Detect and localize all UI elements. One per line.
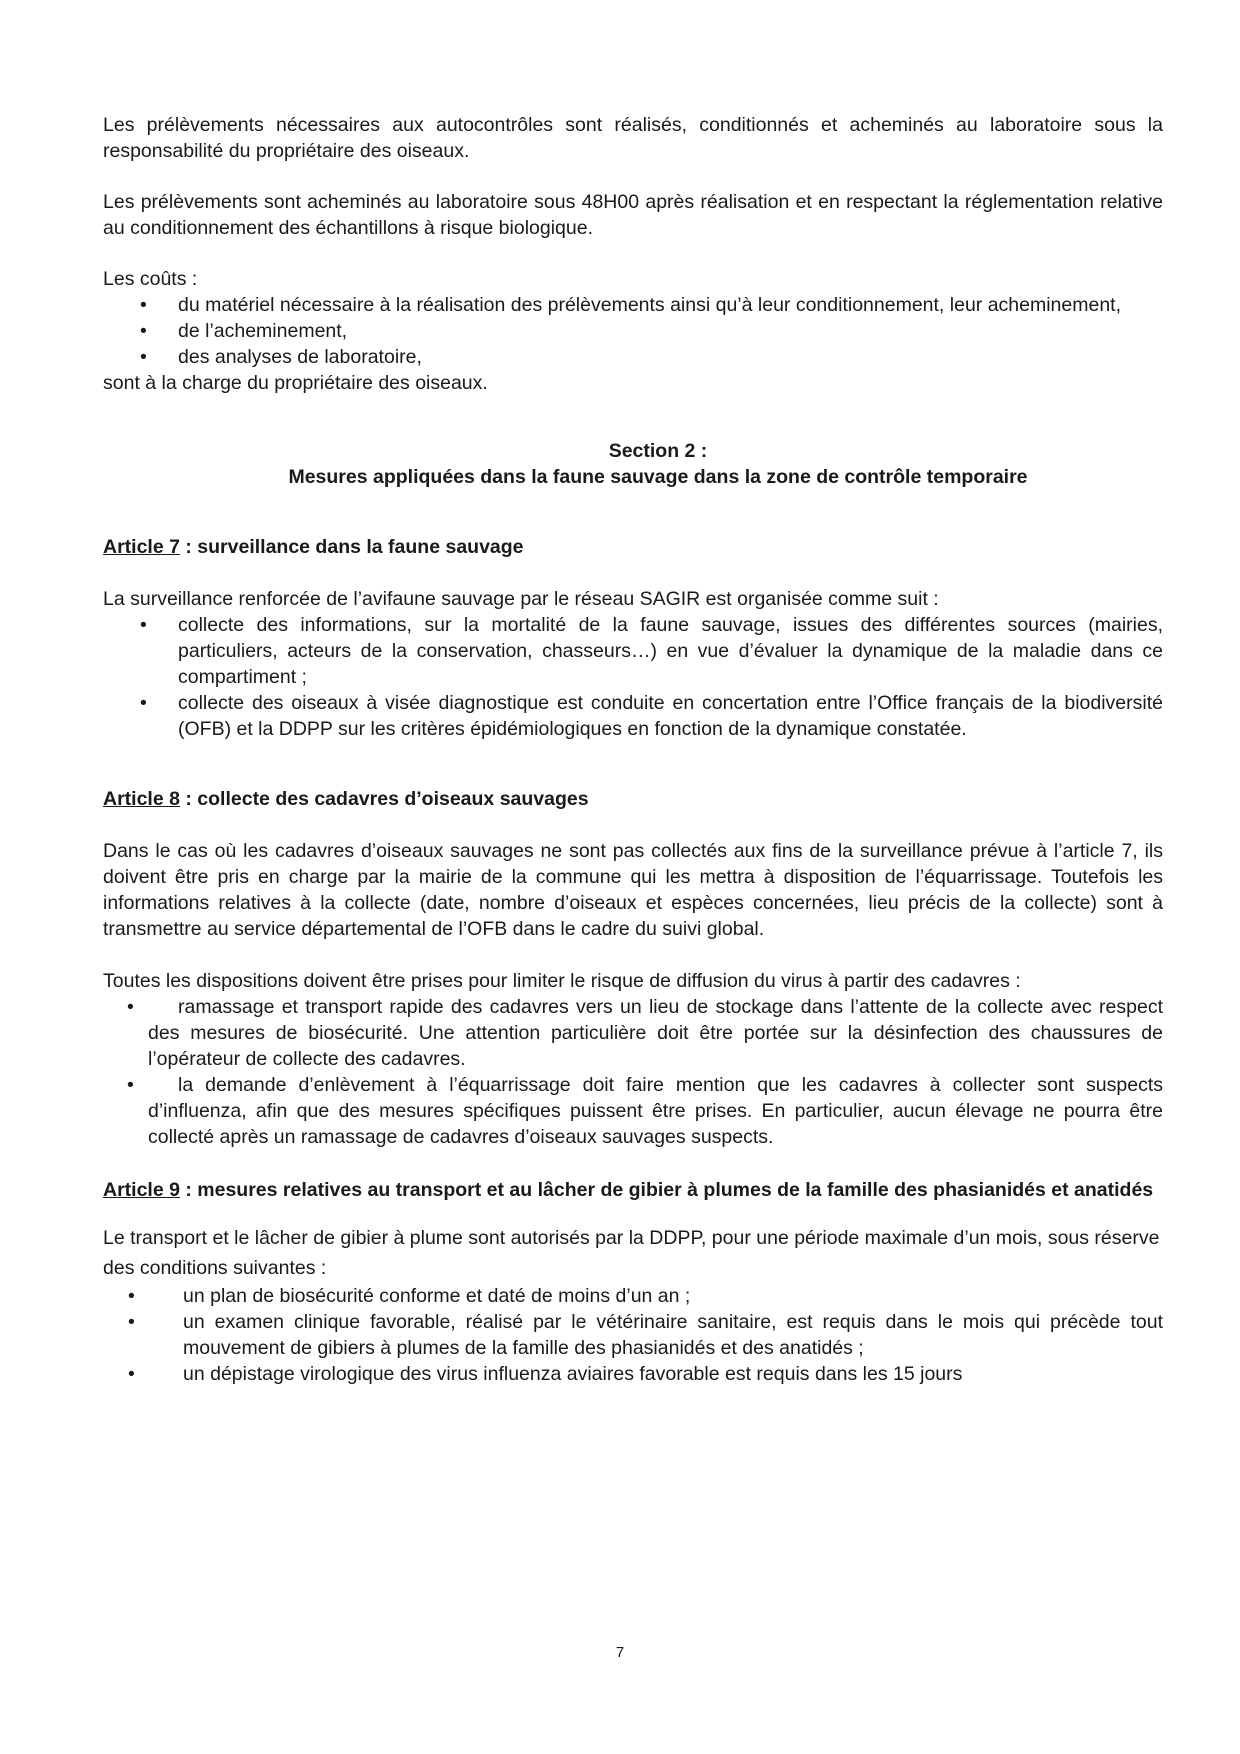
section-number: Section 2 : [608, 440, 708, 462]
article-7-list [103, 612, 1163, 742]
article-9-intro: Le transport et le lâcher de gibier à plume sont autorisés par la DDPP, pour une période maximale d’un mois, sous réserve des conditions suivantes : [103, 1227, 1160, 1279]
article-7-ref: Article 7 [103, 536, 180, 558]
list-item: • ramassage et transport rapide des cadavres vers un lieu de stockage dans l’attente de la collecte avec respect des mesures de biosécurité. Une attention particulière doit être portée sur la désinfection des chaussures de l’opérateur de collecte des cadavres. [103, 994, 1163, 1072]
page-number: 7 [615, 1644, 625, 1661]
costs-list [103, 292, 1163, 370]
list-item: • de l’acheminement, [103, 318, 1163, 344]
paragraph-sampling-responsibility: Les prélèvements nécessaires aux autocontrôles sont réalisés, conditionnés et acheminés au laboratoire sous la responsabilité du propriétaire des oiseaux. [103, 114, 1163, 162]
list-item: • un dépistage virologique des virus influenza aviaires favorable est requis dans les 15 jours [103, 1361, 1163, 1387]
article-7-intro: La surveillance renforcée de l’avifaune sauvage par le réseau SAGIR est organisée comme suit : [103, 588, 939, 610]
article-8-paragraph-collection: Dans le cas où les cadavres d’oiseaux sauvages ne sont pas collectés aux fins de la surveillance prévue à l’article 7, ils doivent être pris en charge par la mairie de la commune qui les mettra à disposition de l’équarrissage. Toutefois les informations relatives à la collecte (date, nombre d’oiseaux et espèces concernées, lieu précis de la collecte) sont à transmettre au service départemental de l’OFB dans le cadre du suivi global. [103, 840, 1163, 940]
list-item: • un examen clinique favorable, réalisé par le vétérinaire sanitaire, est requis dans le mois qui précède tout mouvement de gibiers à plumes de la famille des phasianidés et des anatidés ; [103, 1309, 1163, 1361]
list-item: • des analyses de laboratoire, [103, 344, 1163, 370]
article-8-paragraph-dispositions: Toutes les dispositions doivent être prises pour limiter le risque de diffusion du virus à partir des cadavres : [103, 970, 1021, 992]
article-8-list [103, 994, 1163, 1150]
article-9-list [103, 1283, 1163, 1387]
article-9-heading [103, 1177, 1163, 1203]
article-9-ref: Article 9 [103, 1179, 180, 1201]
article-9-title: : mesures relatives au transport et au lâcher de gibier à plumes de la famille des phasianidés et anatidés [179, 1179, 1154, 1201]
article-8-title: : collecte des cadavres d’oiseaux sauvages [179, 788, 589, 810]
article-8-heading [103, 786, 1163, 812]
section-title: Mesures appliquées dans la faune sauvage dans la zone de contrôle temporaire [288, 466, 1028, 488]
list-item: • du matériel nécessaire à la réalisation des prélèvements ainsi qu’à leur conditionnement, leur acheminement, [103, 292, 1163, 318]
document-page [103, 112, 1163, 1387]
list-item: • collecte des oiseaux à visée diagnostique est conduite en concertation entre l’Office français de la biodiversité (OFB) et la DDPP sur les critères épidémiologiques en fonction de la dynamique constatée. [103, 690, 1163, 742]
list-item: • collecte des informations, sur la mortalité de la faune sauvage, issues des différentes sources (mairies, particuliers, acteurs de la conservation, chasseurs…) en vue d’évaluer la dynamique de la maladie dans ce compartiment ; [103, 612, 1163, 690]
list-item: • la demande d’enlèvement à l’équarrissage doit faire mention que les cadavres à collecter sont suspects d’influenza, afin que des mesures spécifiques puissent être prises. En particulier, aucun élevage ne pourra être collecté après un ramassage de cadavres d’oiseaux sauvages suspects. [103, 1072, 1163, 1150]
article-7-title: : surveillance dans la faune sauvage [179, 536, 524, 558]
article-8-ref: Article 8 [103, 788, 180, 810]
costs-intro: Les coûts : [103, 268, 198, 290]
list-item: • un plan de biosécurité conforme et daté de moins d’un an ; [103, 1283, 1163, 1309]
costs-outro: sont à la charge du propriétaire des oiseaux. [103, 372, 488, 394]
paragraph-sampling-transport: Les prélèvements sont acheminés au laboratoire sous 48H00 après réalisation et en respectant la réglementation relative au conditionnement des échantillons à risque biologique. [103, 191, 1163, 239]
article-7-heading [103, 534, 1163, 560]
